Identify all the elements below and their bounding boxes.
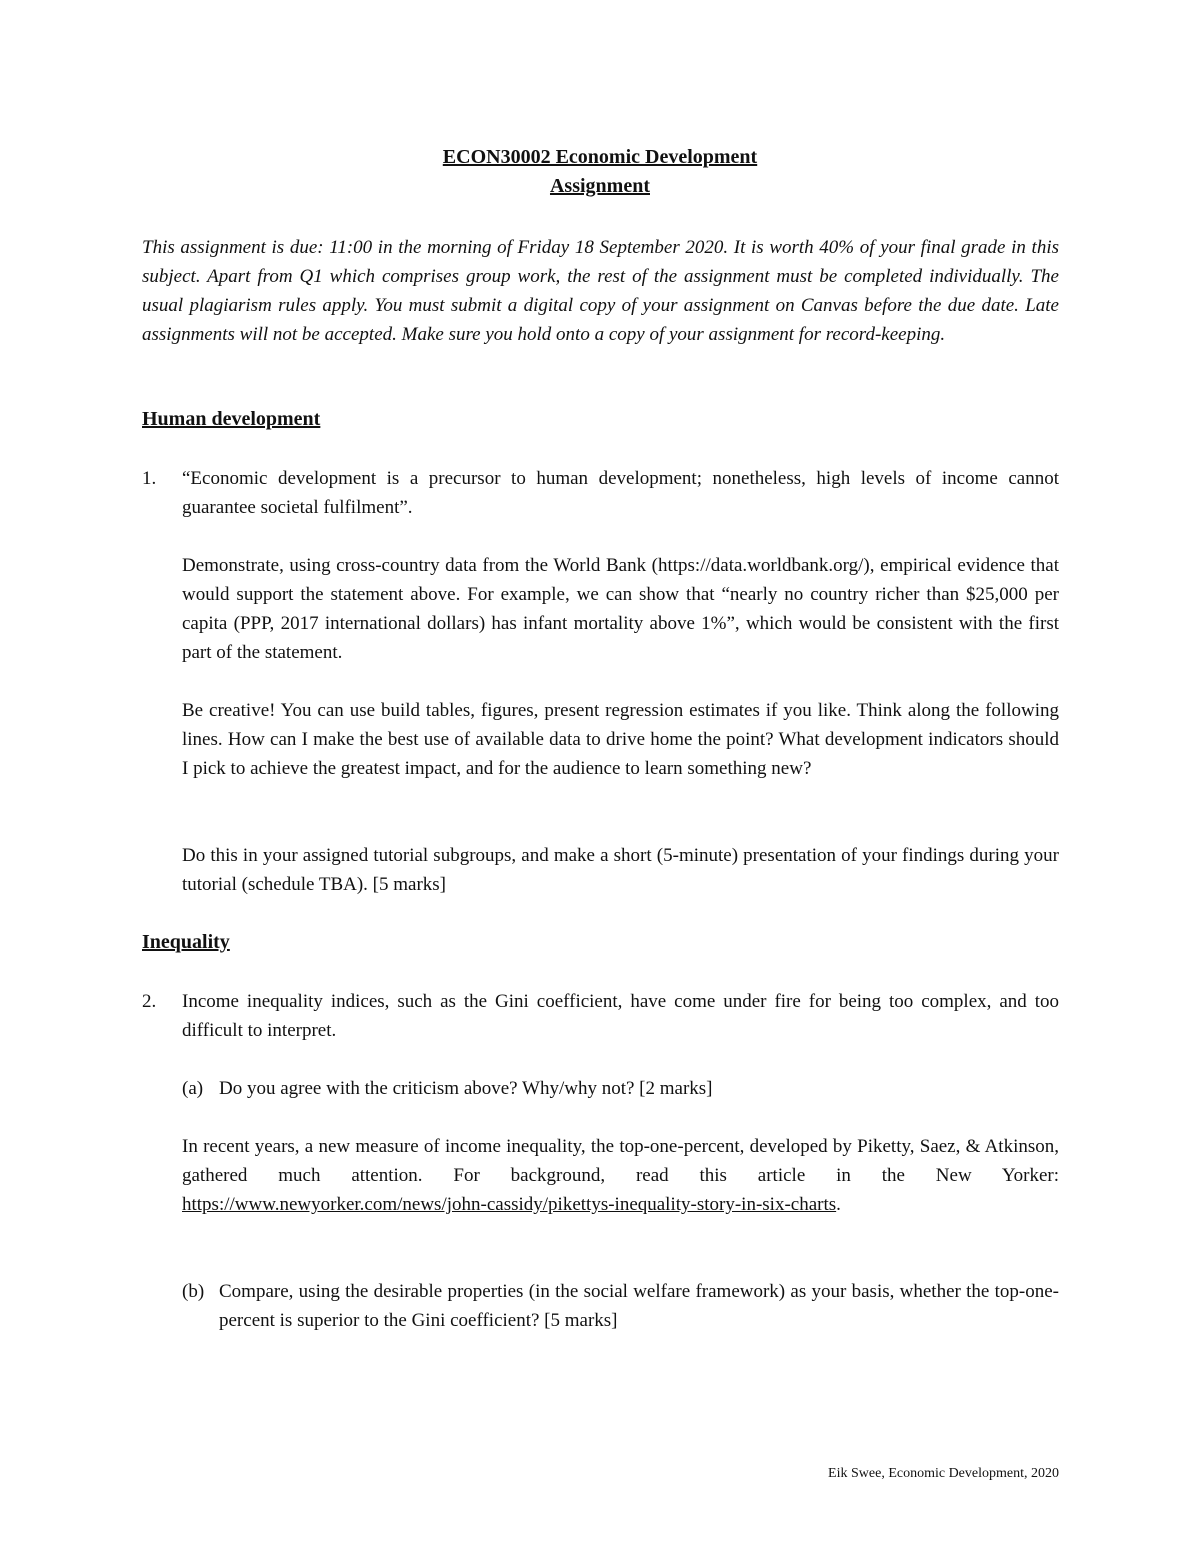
- question-1-paragraph-3: Be creative! You can use build tables, figures, present regression estimates if you like. Think along the following lines. How can I make the best use of available data to drive home the point? What development indicators should I pick to achieve the greatest impact, and for the audience to learn something new?: [182, 700, 1059, 779]
- question-1-quote: “Economic development is a precursor to human development; nonetheless, high levels of income cannot guarantee societal fulfilment”.: [182, 468, 1059, 518]
- question-1-number: 1.: [142, 468, 157, 489]
- question-2b-text: Compare, using the desirable properties (in the social welfare framework) as your basis, whether the top-one-percent is superior to the Gini coefficient? [5 marks]: [219, 1281, 1059, 1331]
- background-paragraph: [182, 1132, 1059, 1219]
- question-2-text: Income inequality indices, such as the Gini coefficient, have come under fire for being too complex, and too difficult to interpret.: [182, 991, 1059, 1041]
- document-title: ECON30002 Economic Development: [442, 146, 758, 168]
- question-2-number: 2.: [142, 991, 157, 1012]
- section-heading-human-development: Human development: [142, 408, 321, 430]
- document-subtitle: Assignment: [549, 175, 650, 197]
- background-text: In recent years, a new measure of income inequality, the top-one-percent, developed by Piketty, Saez, & Atkinson, gathered much attention. For background, read this article in the New Yorker:: [182, 1136, 1059, 1186]
- question-2b-label: (b): [182, 1281, 205, 1302]
- new-yorker-article-link[interactable]: https://www.newyorker.com/news/john-cassidy/pikettys-inequality-story-in-six-charts: [182, 1194, 837, 1215]
- question-2a-text: Do you agree with the criticism above? Why/why not? [2 marks]: [219, 1078, 713, 1099]
- page-footer: Eik Swee, Economic Development, 2020: [828, 1466, 1059, 1481]
- background-end: .: [836, 1194, 841, 1215]
- question-1-paragraph-2: Demonstrate, using cross-country data from the World Bank (https://data.worldbank.org/), empirical evidence that would support the statement above. For example, we can show that “nearly no country richer than $25,000 per capita (PPP, 2017 international dollars) has infant mortality above 1%”, which would be consistent with the first part of the statement.: [182, 555, 1059, 663]
- question-2a-label: (a): [182, 1078, 204, 1099]
- intro-paragraph: This assignment is due: 11:00 in the morning of Friday 18 September 2020. It is worth 40% of your final grade in this subject. Apart from Q1 which comprises group work, the rest of the assignment must be completed individually. The usual plagiarism rules apply. You must submit a digital copy of your assignment on Canvas before the due date. Late assignments will not be accepted. Make sure you hold onto a copy of your assignment for record-keeping.: [142, 237, 1059, 345]
- section-heading-inequality: Inequality: [142, 931, 230, 953]
- question-1-paragraph-4: Do this in your assigned tutorial subgroups, and make a short (5-minute) presentation of your findings during your tutorial (schedule TBA). [5 marks]: [182, 845, 1059, 895]
